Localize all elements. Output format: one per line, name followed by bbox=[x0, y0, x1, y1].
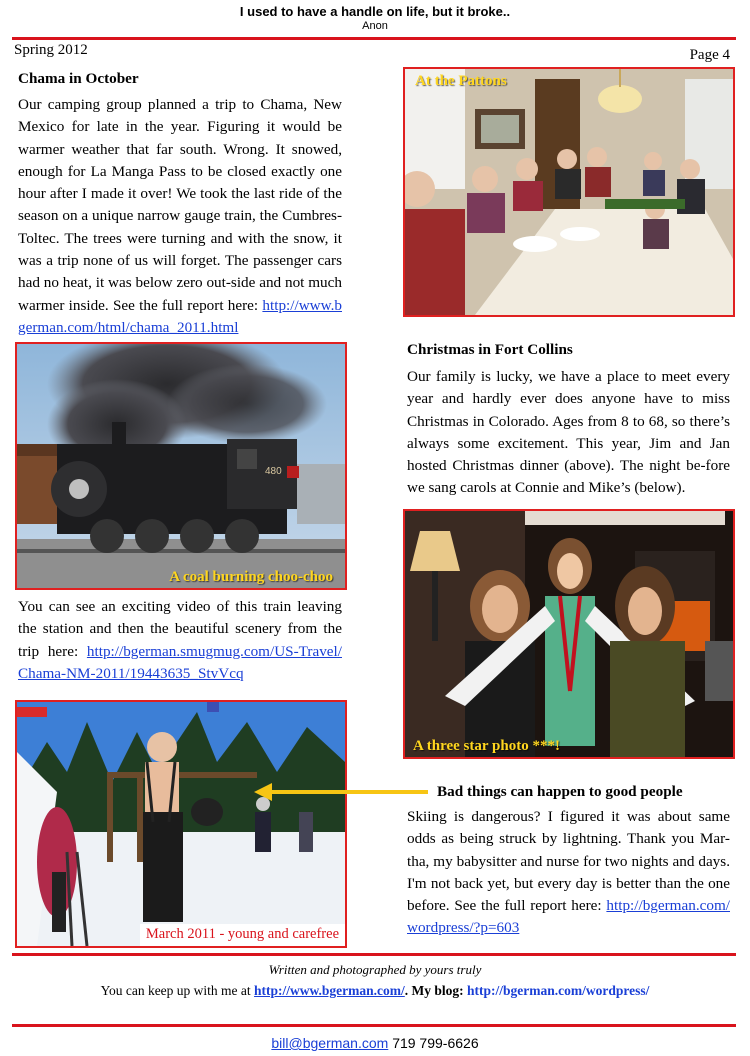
three-star-photo bbox=[403, 509, 735, 759]
three-star-caption: A three star photo ***! bbox=[413, 738, 560, 754]
video-paragraph bbox=[18, 596, 342, 685]
footer-blog-label: . My blog: bbox=[404, 983, 464, 998]
chama-article bbox=[18, 94, 342, 339]
header-rule bbox=[12, 37, 736, 40]
bad-things-report-link[interactable]: http://bgerman.com/wordpress/?p=603 bbox=[407, 897, 730, 937]
video-link[interactable]: http://bgerman.smugmug.com/US-Travel/Chama-NM-2011/19443635_StvVcq bbox=[18, 642, 342, 682]
footer-site-link[interactable]: http://www.bgerman.com/ bbox=[254, 983, 405, 998]
ski-photo bbox=[15, 700, 347, 948]
svg-text:480: 480 bbox=[265, 466, 282, 477]
footer-keep-up: You can keep up with me at bbox=[100, 983, 251, 998]
train-image bbox=[17, 344, 345, 588]
bad-things-article bbox=[407, 806, 730, 940]
christmas-heading: Christmas in Fort Collins bbox=[407, 341, 573, 358]
christmas-body: Our family is lucky, we have a place to meet every year and hardly ever does anyone have to miss Christmas in Colorado. Ages from 8 to 68, so there’s always some excitement. This year, Jim and Jan hosted Christmas dinner (above). The night be-fore we sang carols at Connie and Mike’s (below). bbox=[407, 368, 730, 497]
dinner-image bbox=[405, 69, 733, 315]
chama-heading: Chama in October bbox=[18, 70, 139, 87]
footer-blog-link[interactable]: http://bgerman.com/wordpress/ bbox=[467, 983, 650, 998]
chama-report-link[interactable]: http://www.bgerman.com/html/chama_2011.html bbox=[18, 296, 342, 336]
christmas-article bbox=[407, 366, 730, 500]
footer-email-link[interactable]: bill@bgerman.com bbox=[271, 1035, 389, 1051]
issue-season: Spring 2012 bbox=[14, 42, 88, 58]
footer-contact bbox=[0, 1035, 750, 1051]
bad-things-body: Skiing is dangerous? I figured it was about same odds as being struck by lightning. Thank you Mar-tha, my babysitter and nurse for two nights and days. I'm not back yet, but every day is better than the one before. See the full report here: bbox=[407, 808, 730, 915]
train-caption: A coal burning choo-choo bbox=[169, 569, 333, 585]
pattons-photo bbox=[403, 67, 735, 317]
ski-image bbox=[17, 702, 345, 946]
ski-caption: March 2011 - young and carefree bbox=[140, 924, 345, 946]
header-author: Anon bbox=[362, 20, 388, 32]
pointer-arrow-icon bbox=[252, 780, 432, 804]
train-photo bbox=[15, 342, 347, 590]
bad-things-heading: Bad things can happen to good people bbox=[437, 783, 683, 800]
family-image bbox=[405, 511, 733, 757]
pattons-caption: At the Pattons bbox=[415, 73, 507, 89]
footer-rule-bottom bbox=[12, 1024, 736, 1027]
footer-phone: 719 799-6626 bbox=[392, 1035, 479, 1051]
page-number: Page 4 bbox=[689, 47, 730, 63]
header-quote: I used to have a handle on life, but it broke.. bbox=[239, 4, 511, 19]
footer-rule-top bbox=[12, 953, 736, 956]
footer-credit: Written and photographed by yours truly bbox=[268, 962, 482, 977]
video-text: You can see an exciting video of this train leaving the station and then the beautiful scenery from the trip here: bbox=[18, 598, 342, 660]
footer-links bbox=[0, 983, 750, 999]
chama-body: Our camping group planned a trip to Chama, New Mexico for late in the year. Figuring it would be warmer weather that far south. Wrong. It snowed, enough for La Manga Pass to be closed exactly one hour after I made it over! We took the last ride of the season on a unique narrow gauge train, the Cumbres-Toltec. The trees were turning and with the snow, it was a trip none of us will forget. The passenger cars had no heat, it was below zero out-side and not much warmer inside. See the full report here: bbox=[18, 96, 342, 314]
